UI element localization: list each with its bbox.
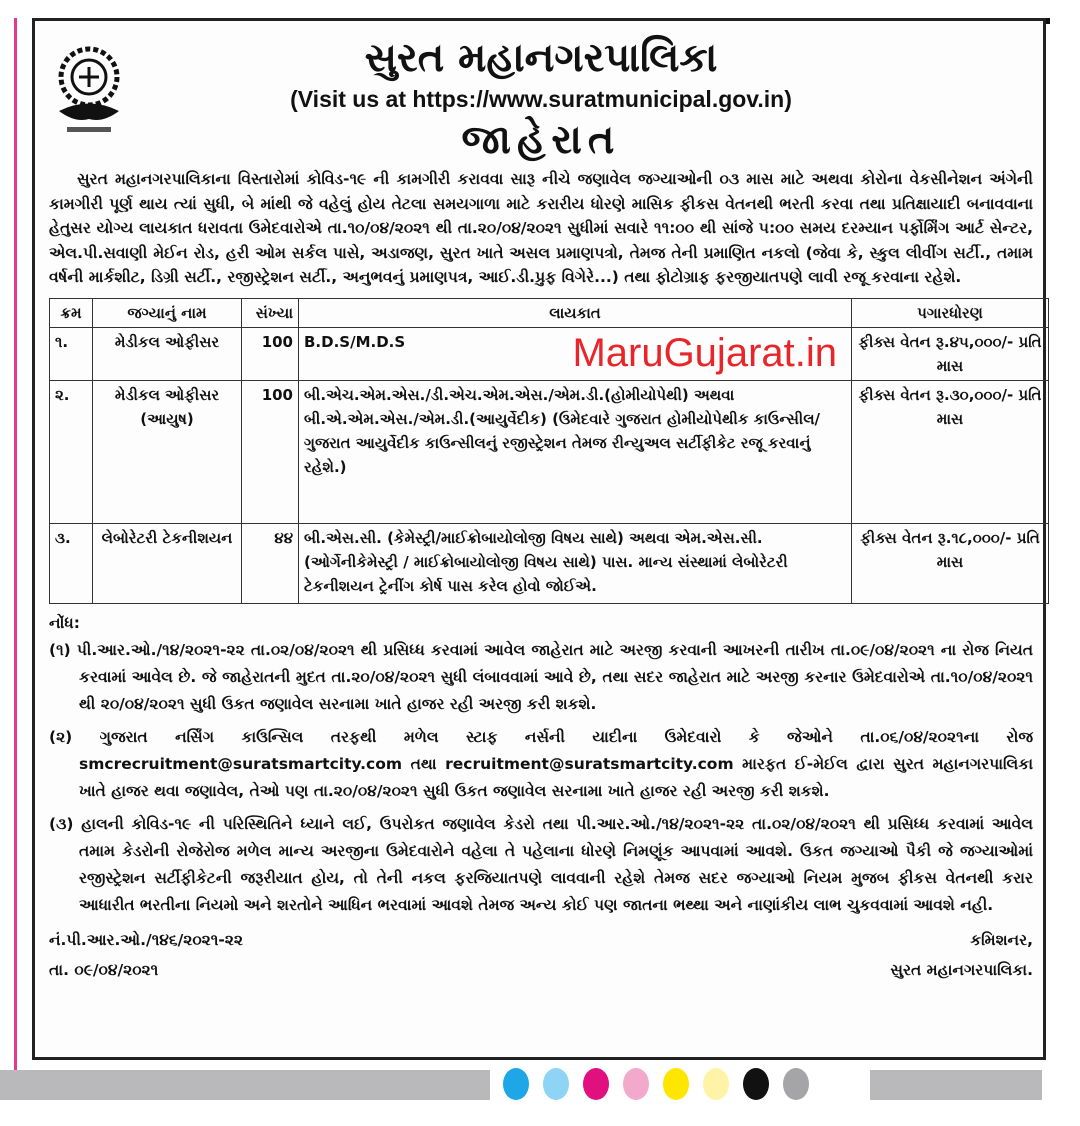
post-name: લેબોરેટરી ટેકનીશયન bbox=[93, 523, 242, 603]
col-serial: ક્રમ bbox=[50, 298, 93, 327]
serial: ૩. bbox=[50, 523, 93, 603]
table-header-row bbox=[50, 298, 1049, 327]
signatory-organization: સુરત મહાનગરપાલિકા. bbox=[890, 960, 1033, 979]
crop-mark-line bbox=[14, 18, 17, 1078]
col-count: સંખ્યા bbox=[242, 298, 299, 327]
color-swatch bbox=[543, 1068, 569, 1100]
post-count: ૪૪ bbox=[242, 523, 299, 603]
signatory: કમિશનર, bbox=[970, 930, 1033, 949]
table-row bbox=[50, 380, 1049, 523]
color-swatch bbox=[743, 1068, 769, 1100]
website-line: (Visit us at https://www.suratmunicipal.gov.in) bbox=[290, 86, 792, 112]
color-swatch bbox=[783, 1068, 809, 1100]
qualification-cell bbox=[299, 327, 852, 380]
serial: ૧. bbox=[50, 327, 93, 380]
reference-number: નં.પી.આર.ઓ./૧૪૬/૨૦૨૧-૨૨ bbox=[49, 930, 243, 949]
pay-scale: ફીક્સ વેતન રૂ.૪૫,૦૦૦/- પ્રતિ માસ bbox=[852, 327, 1049, 380]
qualification: બી.એસ.સી. (કેમેસ્ટ્રી/માઈક્રોબાયોલોજી વિષય સાથે) અથવા એમ.એસ.સી. (ઓર્ગેનીકેમેસ્ટ્રી / માઈક્રોબાયોલોજી વિષય સાથે) પાસ. માન્ય સંસ્થામાં લેબોરેટરી ટેકનીશયન ટ્રેનીંગ કોર્ષ પાસ કરેલ હોવો જોઈએ. bbox=[299, 523, 852, 603]
col-qualification: લાયકાત bbox=[299, 298, 852, 327]
notes-label: નોંધ: bbox=[49, 613, 80, 632]
issue-date: તા. ૦૯/૦૪/૨૦૨૧ bbox=[49, 960, 159, 979]
note-item: (૧) પી.આર.ઓ./૧૪/૨૦૨૧-૨૨ તા.૦૨/૦૪/૨૦૨૧ થી પ્રસિધ્ધ કરવામાં આવેલ જાહેરાત માટે અરજી કરવાની આખરની તારીખ તા.૦૯/૦૪/૨૦૨૧ ના રોજ નિયત કરવામાં આવેલ છે. જે જાહેરાતની મુદત તા.૨૦/૦૪/૨૦૨૧ સુધી લંબાવવામાં આવે છે, તથા સદર જાહેરાત માટે અરજી કરનાર ઉમેદવારોએ તા.૧૦/૦૪/૨૦૨૧ થી ૨૦/૦૪/૨૦૨૧ સુધી ઉકત જણાવેલ સરનામા ખાતે હાજર રહી અરજી કરી શકશે. bbox=[49, 640, 1033, 713]
pay-scale: ફીક્સ વેતન રૂ.૧૮,૦૦૦/- પ્રતિ માસ bbox=[852, 523, 1049, 603]
qualification: B.D.S/M.D.S bbox=[304, 332, 406, 351]
vacancy-table bbox=[49, 298, 1049, 604]
print-strip-left bbox=[0, 1070, 490, 1100]
color-swatch bbox=[663, 1068, 689, 1100]
footer bbox=[49, 925, 1033, 985]
col-pay: પગારધોરણ bbox=[852, 298, 1049, 327]
color-swatch bbox=[503, 1068, 529, 1100]
post-name: મેડીકલ ઓફીસર (આયુષ) bbox=[93, 380, 242, 523]
print-strip-right bbox=[870, 1070, 1042, 1100]
note-item: (૨) ગુજરાત નર્સિંગ કાઉન્સિલ તરફથી મળેલ સ્ટાફ નર્સની યાદીના ઉમેદવારો કે જેઓને તા.૦૬/૦૪/૨૦૨૧ના રોજ smcrecruitment@suratsmartcity.com તથા recruitment@suratsmartcity.com મારફત ઈ-મેઈલ દ્વારા સુરત મહાનગરપાલિકા ખાતે હાજર થવા જણાવેલ, તેઓ પણ તા.૨૦/૦૪/૨૦૨૧ સુધી ઉકત જણાવેલ સરનામા ખાતે હાજર રહી અરજી કરી શકશે. bbox=[49, 727, 1033, 800]
color-swatch bbox=[583, 1068, 609, 1100]
qualification: બી.એચ.એમ.એસ./ડી.એચ.એમ.એસ./એમ.ડી.(હોમીયોપેથી) અથવા બી.એ.એમ.એસ./એમ.ડી.(આયુર્વેદીક) (ઉમેદવારે ગુજરાત હોમીયોપેથીક કાઉન્સીલ/ગુજરાત આયુર્વેદીક કાઉન્સીલનું રજીસ્ટ્રેશન તેમજ રીન્યુઅલ સર્ટીફીકેટ રજૂ કરવાનું રહેશે.) bbox=[299, 380, 852, 523]
color-swatch bbox=[623, 1068, 649, 1100]
intro-paragraph: સુરત મહાનગરપાલિકાના વિસ્તારોમાં કોવિડ-૧૯ ની કામગીરી કરાવવા સારૂ નીચે જણાવેલ જગ્યાઓની ૦૩ માસ માટે અથવા કોરોના વેકસીનેશન અંગેની કામગીરી પૂર્ણ થાય ત્યાં સુધી, બે માંથી જે વહેલું હોય તેટલા સમયગાળા માટે કરારીય ધોરણે માસિક ફીકસ વેતનથી ભરતી કરવા તથા પ્રતિક્ષાયાદી બનાવવાના હેતુસર યોગ્ય લાયકાત ધરાવતા ઉમેદવારોએ તા.૧૦/૦૪/૨૦૨૧ થી તા.૨૦/૦૪/૨૦૨૧ સુધીમાં સવારે ૧૧:૦૦ થી સાંજે ૫:૦૦ સમય દરમ્યાન પર્ફોર્મિંગ આર્ટ સેન્ટર, એલ.પી.સવાણી મેઈન રોડ, હરી ઓમ સર્કલ પાસે, અડાજણ, સુરત ખાતે અસલ પ્રમાણપત્રો, તેમજ તેની પ્રમાણિત નકલો (જેવા કે, સ્કુલ લીવીંગ સર્ટી., તમામ વર્ષની માર્કશીટ, ડિગ્રી સર્ટી., રજીસ્ટ્રેશન સર્ટી., અનુભવનું પ્રમાણપત્ર, આઈ.ડી.પ્રુફ વિગેરે...) તથા ફોટોગ્રાફ ફરજીયાતપણે લાવી રજૂ કરવાના રહેશે. bbox=[49, 170, 1033, 286]
table-row bbox=[50, 327, 1049, 380]
organization-title: સુરત મહાનગરપાલિકા bbox=[364, 35, 718, 81]
serial: ૨. bbox=[50, 380, 93, 523]
post-count: 100 bbox=[242, 327, 299, 380]
watermark: MaruGujarat.in bbox=[572, 330, 837, 375]
smc-logo-icon bbox=[53, 41, 125, 141]
table-row bbox=[50, 523, 1049, 603]
notice-heading: જાહેરાત bbox=[461, 117, 621, 163]
notes-section bbox=[49, 610, 1033, 919]
note-item: (૩) હાલની કોવિડ-૧૯ ની પરિસ્થિતિને ધ્યાને લઈ, ઉપરોકત જણાવેલ કેડરો તથા પી.આર.ઓ./૧૪/૨૦૨૧-૨૨ તા.૦૨/૦૪/૨૦૨૧ થી પ્રસિધ્ધ કરવામાં આવેલ તમામ કેડરોની રોજેરોજ મળેલ માન્ય અરજીના ઉમેદવારોને વહેલા તે પહેલાના ધોરણે નિમણૂંક આપવામાં આવશે. ઉકત જગ્યાઓ પૈકી જે જગ્યાઓમાં રજીસ્ટ્રેશન સર્ટીફીકેટની જરૂરીયાત હોય, તો તેની નકલ ફરજિયાતપણે લાવવાની રહેશે તેમજ સદર જગ્યાઓ નિયમ મુજબ ફીકસ વેતનથી કરાર આધારીત ભરતીના નિયમો અને શરતોને આધિન ભરવામાં આવશે તેમજ અન્ય કોઈ પણ જાતના ભથ્થા અને નાણાંકીય લાભ ચુકવવામાં આવશે નહી. bbox=[49, 814, 1033, 914]
color-swatch bbox=[703, 1068, 729, 1100]
color-registration-bar bbox=[0, 1070, 1080, 1110]
advertisement bbox=[32, 18, 1046, 1060]
post-count: 100 bbox=[242, 380, 299, 523]
pay-scale: ફીક્સ વેતન રૂ.૩૦,૦૦૦/- પ્રતિ માસ bbox=[852, 380, 1049, 523]
col-post: જગ્યાનું નામ bbox=[93, 298, 242, 327]
post-name: મેડીકલ ઓફીસર bbox=[93, 327, 242, 380]
